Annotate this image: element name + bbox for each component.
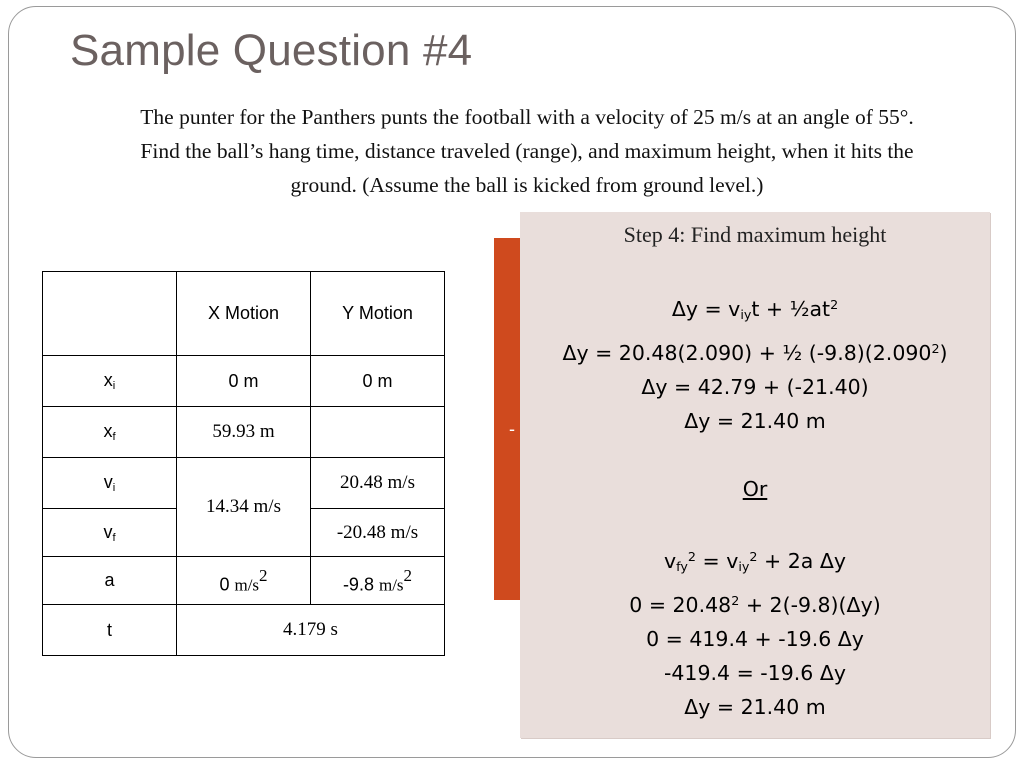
equation-7: 0 = 419.4 + -19.6 Δy bbox=[646, 627, 864, 652]
vx-value: 14.34 m/s bbox=[177, 458, 311, 557]
equation-6: $0 = 20.48^2 + 2(-9.8)(\Delta y)$ bbox=[629, 593, 881, 618]
problem-line-1: The punter for the Panthers punts the football with a velocity of 25 m/s at an angle of 55°. bbox=[140, 105, 914, 129]
equation-4: Δy = 21.40 m bbox=[684, 409, 826, 434]
equation-9: Δy = 21.40 m bbox=[684, 695, 826, 720]
or-label: Or bbox=[742, 477, 768, 502]
table-row-a bbox=[43, 557, 445, 605]
solution-heading: Step 4: Find maximum height bbox=[623, 222, 887, 247]
problem-line-3: ground. (Assume the ball is kicked from ground level.) bbox=[290, 173, 764, 197]
equation-5: $v_{fy}^2 = v_{iy}^2 + 2a$ Δy bbox=[663, 549, 846, 575]
row-label-a: a bbox=[43, 557, 177, 605]
t-value: 4.179 s bbox=[177, 605, 445, 656]
row-label-t: t bbox=[43, 605, 177, 656]
table-row-t bbox=[43, 605, 445, 656]
solution-panel bbox=[520, 212, 990, 738]
motion-table bbox=[42, 271, 445, 656]
xf-y-value bbox=[311, 407, 445, 458]
table-row-xf bbox=[43, 407, 445, 458]
orange-box-glimpse-text: - bbox=[509, 419, 515, 439]
row-label-vi: $v_i$ bbox=[43, 458, 177, 509]
vf-y-value: -20.48 m/s bbox=[311, 509, 445, 557]
row-label-vf: $v_f$ bbox=[43, 509, 177, 557]
table-row-vi bbox=[43, 458, 445, 509]
table-corner-cell bbox=[43, 272, 177, 356]
xf-x-value: 59.93 m bbox=[177, 407, 311, 458]
row-label-xi: $x_i$ bbox=[43, 356, 177, 407]
equation-3: Δy = 42.79 + (-21.40) bbox=[641, 375, 869, 400]
solution-body bbox=[520, 288, 990, 724]
xi-y-value: 0 m bbox=[311, 356, 445, 407]
equation-1: $\Delta y = v_{iy}t$ + $\frac{1}{2}at^2$ bbox=[671, 296, 839, 323]
x-motion-header: X Motion bbox=[177, 272, 311, 356]
vi-y-value: 20.48 m/s bbox=[311, 458, 445, 509]
problem-statement bbox=[60, 100, 994, 202]
problem-line-2: Find the ball’s hang time, distance traveled (range), and maximum height, when it hits the bbox=[140, 139, 914, 163]
slide-title: Sample Question #4 bbox=[70, 26, 473, 75]
equation-8: -419.4 = -19.6 Δy bbox=[663, 661, 846, 686]
y-motion-header: Y Motion bbox=[311, 272, 445, 356]
equation-2: Δy = 20.48(2.090) + ½ (-9.8)(2.090$^2$) bbox=[562, 341, 948, 366]
a-y-value: -9.8 $m/s^2$ bbox=[311, 557, 445, 605]
a-x-value: 0 $m/s^2$ bbox=[177, 557, 311, 605]
row-label-xf: $x_f$ bbox=[43, 407, 177, 458]
table-row-xi bbox=[43, 356, 445, 407]
table-header-row bbox=[43, 272, 445, 356]
xi-x-value: 0 m bbox=[177, 356, 311, 407]
